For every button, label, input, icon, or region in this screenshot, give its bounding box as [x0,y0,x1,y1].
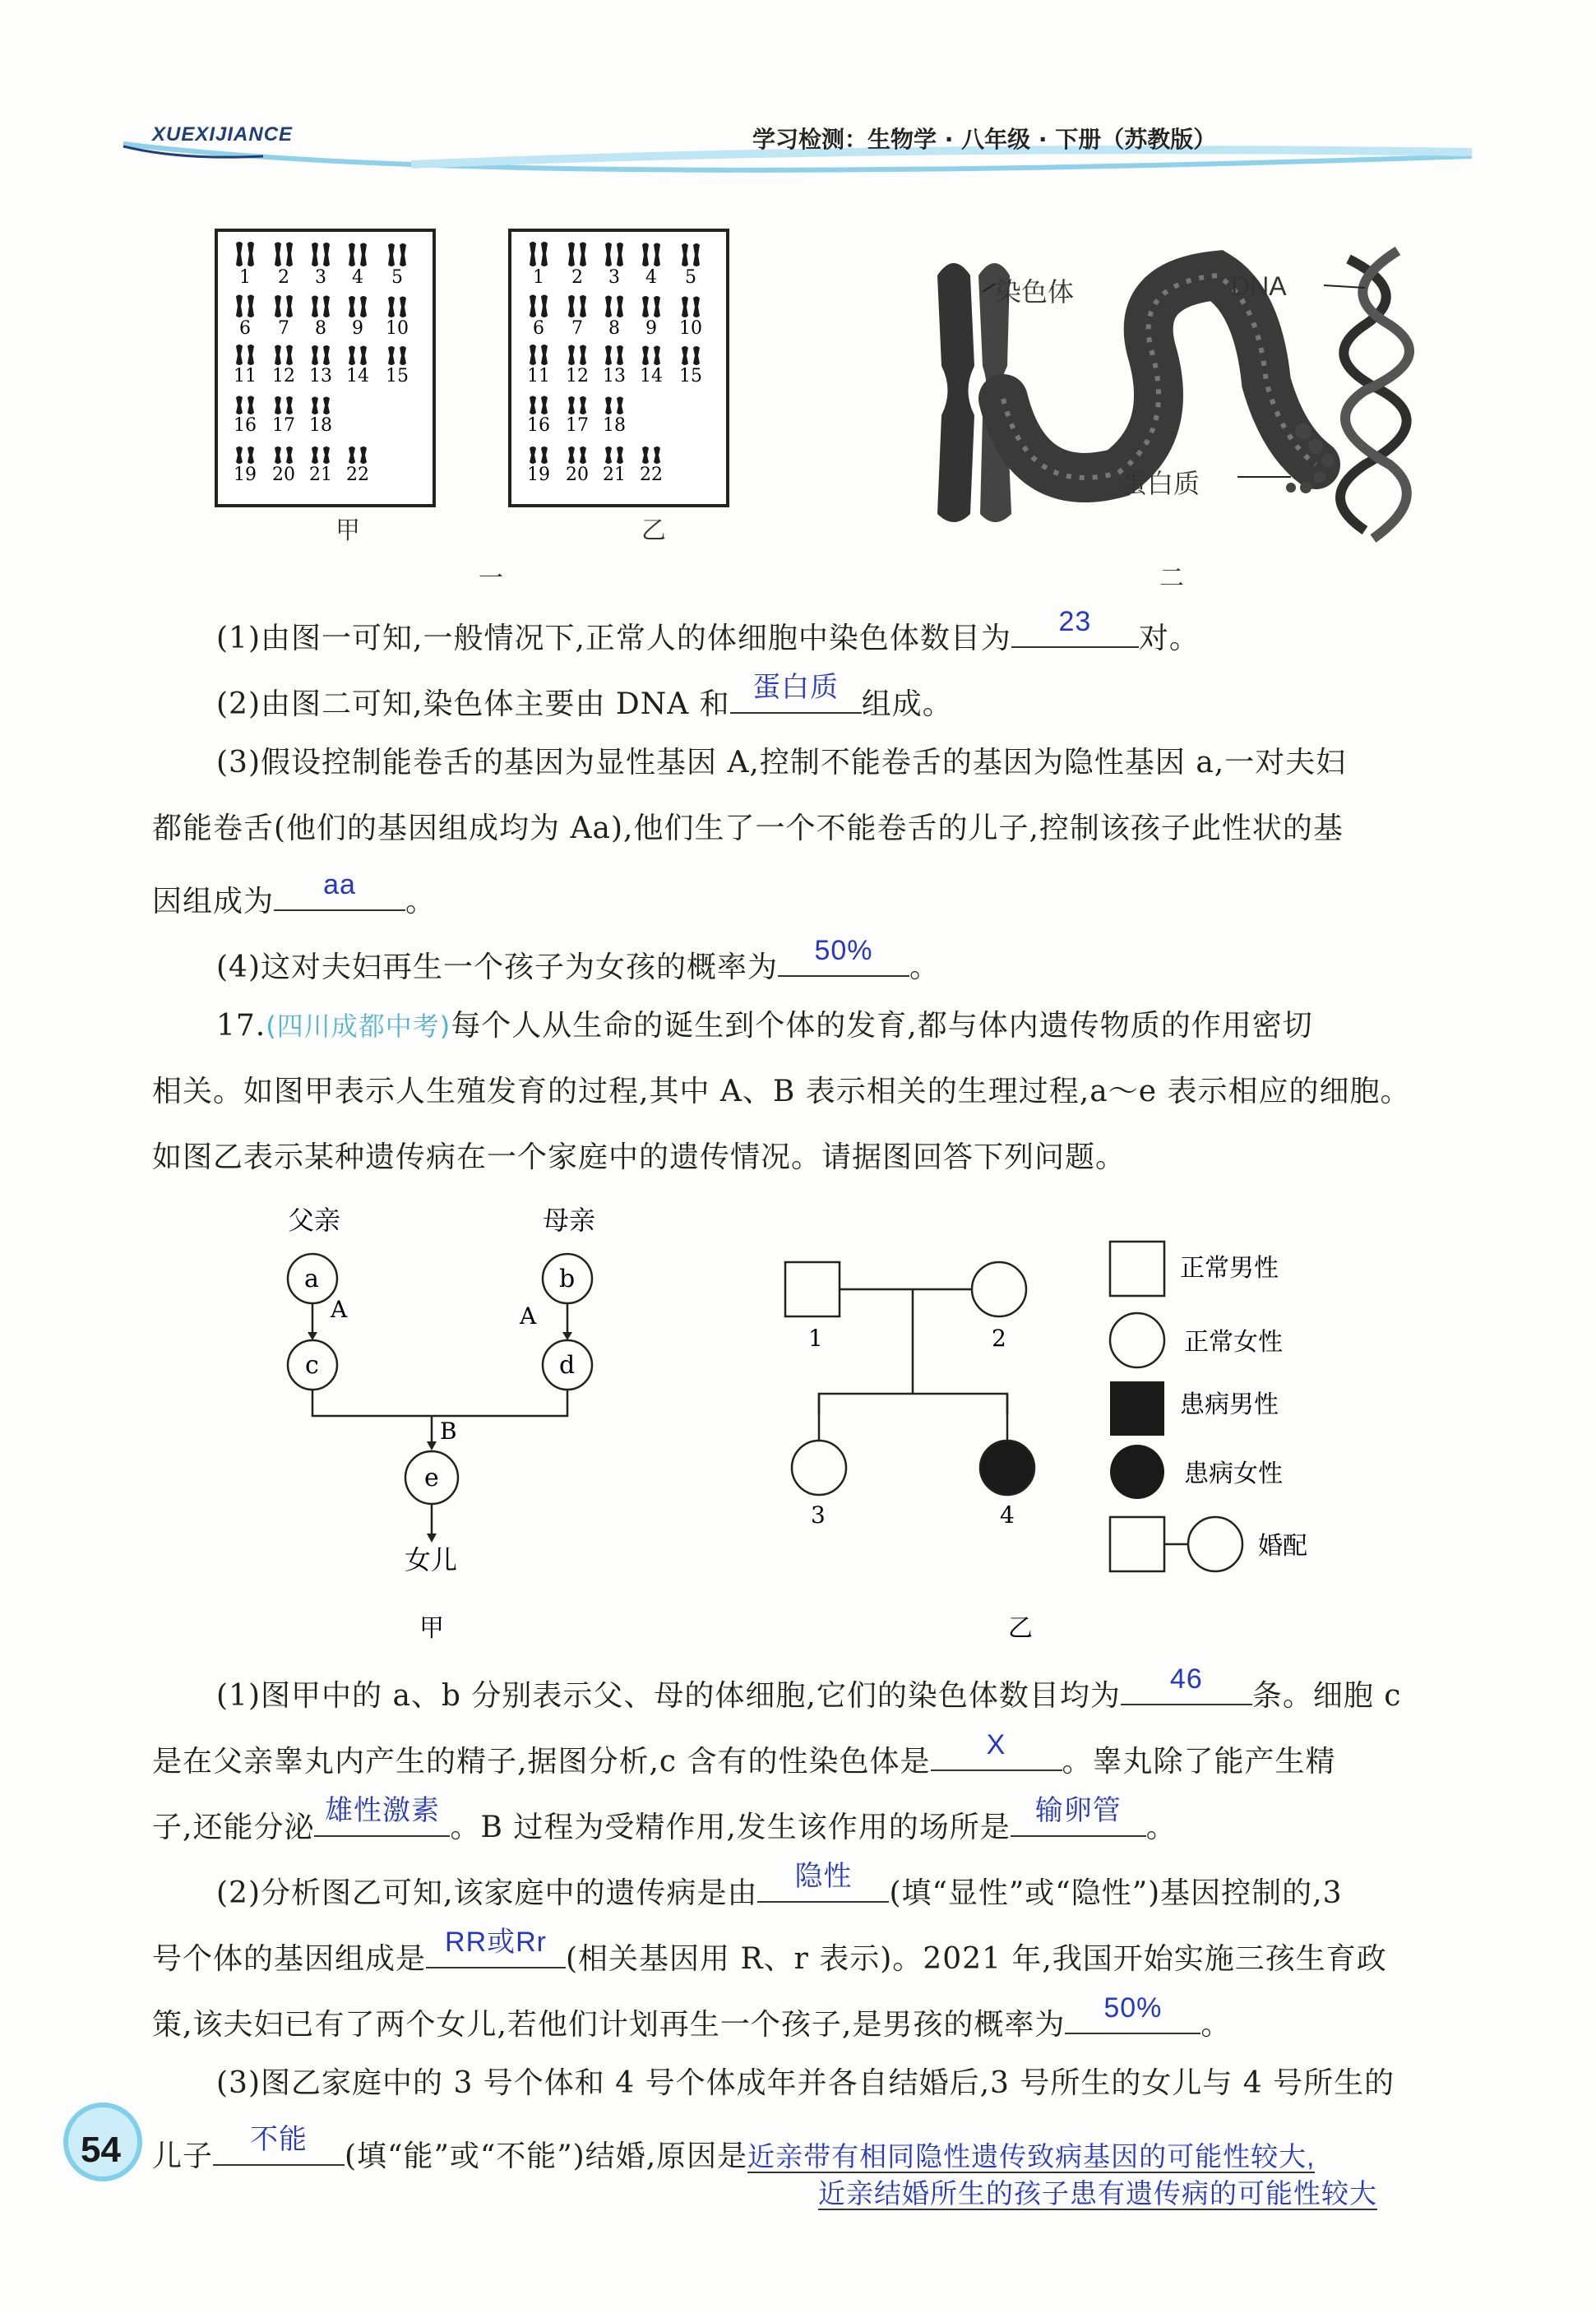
label-protein: 蛋白质 [1121,468,1200,499]
yi-pair-number: 17 [566,415,589,436]
q17-source: (四川成都中考) [266,1011,451,1042]
yi-pair-number: 20 [566,465,589,485]
q17-part1-line2: 是在父亲睾丸内产生的精子,据图分析,c 含有的性染色体是 X 。睾丸除了能产生精 [152,1737,1336,1780]
jia-pair-number: 6 [239,318,251,339]
q17-part3-line2: 儿子 不能 (填“能”或“不能”)结婚,原因是近亲带有相同隐性遗传致病基因的可能性较大, [152,2131,1315,2175]
legend-marriage: 婚配 [1258,1532,1307,1561]
q16-answer4-blank [778,935,909,977]
figure-yi-caption: 乙 [1008,1614,1033,1643]
cell-c: c [305,1351,319,1380]
q16-part3-line1: (3)假设控制能卷舌的基因为显性基因 A,控制不能卷舌的基因为隐性基因 a,一对夫妇 [216,746,1347,779]
q17-answer2-blank [931,1729,1062,1771]
karyotype-figure [210,222,785,567]
q17-answer1: 46 [1169,1663,1203,1695]
jia-pair-number: 16 [234,415,257,436]
q16-answer1: 23 [1058,606,1092,637]
q17-answer9: 近亲带有相同隐性遗传致病基因的可能性较大, [747,2141,1316,2172]
q17-answer3-blank [314,1795,450,1837]
q16-answer1-blank [1011,606,1139,648]
q17-part2-line2: 号个体的基因组成是 RR或Rr (相关基因用 R、r 表示)。2021 年,我国开始实施三孩生育政 [152,1934,1387,1978]
q17-intro-line3: 如图乙表示某种遗传病在一个家庭中的遗传情况。请据图回答下列问题。 [152,1140,1126,1174]
q16-part3-line2: 都能卷舌(他们的基因组成均为 Aa),他们生了一个不能卷舌的儿子,控制该孩子此性状的基 [152,812,1344,845]
q17-answer4-blank [1011,1795,1146,1837]
q17-answer7-blank [1065,1992,1200,2034]
q17-part3-line1: (3)图乙家庭中的 3 号个体和 4 号个体成年并各自结婚后,3 号所生的女儿与 4 号所生的 [216,2066,1395,2100]
cell-a: a [304,1265,319,1293]
individual-2: 2 [992,1325,1006,1352]
yi-pair-number: 21 [603,465,626,485]
running-title: 学习检测：生物学 · 八年级 · 下册（苏教版） [752,126,1217,153]
jia-pair-number: 4 [352,267,363,288]
legend-normal-male: 正常男性 [1180,1254,1279,1283]
figure-jia-caption: 甲 [419,1614,444,1643]
cell-b: b [559,1265,576,1293]
cell-d: d [559,1351,576,1380]
q16-answer3-blank [274,869,405,911]
jia-pair-number: 10 [386,318,409,339]
yi-pair-number: 4 [645,267,657,288]
page-number: 54 [81,2130,121,2170]
legend-normal-female: 正常女性 [1184,1328,1283,1357]
q16-part2: (2)由图二可知,染色体主要由 DNA 和 蛋白质 组成。 [216,679,953,723]
pedigree-legend [1110,1242,1307,1571]
individual-4: 4 [1000,1501,1015,1529]
q16-answer3: aa [323,869,356,900]
affected-female-4 [980,1441,1034,1495]
yi-pair-number: 5 [685,267,696,288]
process-a-left: A [331,1296,348,1323]
q17-part2-line3: 策,该夫妇已有了两个女儿,若他们计划再生一个孩子,是男孩的概率为 50% 。 [152,2000,1231,2043]
q17-answer3: 雄性激素 [324,1795,440,1826]
jia-pair-number: 20 [272,465,295,485]
jia-pair-number: 12 [272,366,295,386]
q16-part4: (4)这对夫妇再生一个孩子为女孩的概率为 50% 。 [216,942,940,986]
q17-answer8: 不能 [250,2124,308,2155]
karyotype-yi-label: 乙 [641,516,666,545]
jia-pair-number: 21 [309,465,332,485]
yi-pair-number: 11 [527,366,550,386]
jia-pair-number: 13 [309,366,332,386]
yi-pair-number: 8 [608,318,620,339]
q17-answer6-blank [426,1927,566,1968]
q17-number: 17. [216,1009,266,1043]
yi-pair-number: 15 [679,366,702,386]
jia-pair-number: 8 [315,318,326,339]
jia-pair-number: 5 [391,267,403,288]
jia-pair-number: 9 [352,318,363,339]
q17-answer9-continued: 近亲结婚所生的孩子患有遗传病的可能性较大 [818,2178,1377,2209]
figure-one-caption: 一 [479,564,503,593]
q17-answer6: RR或Rr [445,1927,547,1958]
q16-part1: (1)由图一可知,一般情况下,正常人的体细胞中染色体数目为 23 对。 [216,613,1200,657]
yi-pair-number: 7 [571,318,583,339]
jia-pair-number: 15 [386,366,409,386]
q16-answer2: 蛋白质 [752,672,840,703]
process-a-right: A [520,1302,537,1330]
q17-answer4: 输卵管 [1034,1795,1122,1826]
q16-part3-line3: 因组成为 aa 。 [152,877,436,920]
q17-answer7: 50% [1103,1992,1163,2024]
jia-pair-number: 14 [346,366,369,386]
reproduction-diagram [263,1200,641,1661]
legend-affected-male: 患病男性 [1180,1390,1279,1419]
q17-intro-line1: 17.(四川成都中考)每个人从生命的诞生到个体的发育,都与体内遗传物质的作用密切 [216,1009,1313,1043]
legend-affected-female: 患病女性 [1184,1460,1283,1488]
yi-pair-number: 16 [527,415,550,436]
daughter-label: 女儿 [405,1544,458,1575]
yi-pair-number: 6 [533,318,544,339]
q17-answer1-blank [1121,1663,1252,1705]
chromosome-shape [937,263,974,522]
karyotype-jia-label: 甲 [335,516,360,545]
yi-pair-number: 14 [640,366,663,386]
figure-two-caption: 二 [1159,564,1184,593]
yi-pair-number: 19 [527,465,550,485]
individual-3: 3 [811,1501,826,1529]
jia-pair-number: 17 [272,415,295,436]
yi-pair-number: 10 [679,318,702,339]
jia-pair-number: 7 [278,318,289,339]
process-b: B [440,1418,457,1445]
cell-e: e [424,1464,439,1492]
q17-answer2: X [986,1729,1006,1760]
yi-pair-number: 18 [603,415,626,436]
header-logo: XUEXIJIANCE [152,123,294,146]
q17-intro-line2: 相关。如图甲表示人生殖发育的过程,其中 A、B 表示相关的生理过程,a～e 表示相应的细胞。 [152,1075,1411,1108]
label-chromosome: 染色体 [995,276,1075,308]
pedigree-diagram [773,1225,1365,1653]
jia-pair-number: 22 [346,465,369,485]
q17-answer5-blank [757,1861,889,1903]
q17-answer5: 隐性 [794,1861,853,1892]
yi-pair-number: 3 [608,267,620,288]
mother-label: 母亲 [543,1205,596,1236]
yi-pair-number: 22 [640,465,663,485]
q16-answer4: 50% [814,935,873,966]
yi-pair-number: 9 [645,318,657,339]
dna-helix [1340,259,1407,530]
jia-pair-number: 18 [309,415,332,436]
q17-part1-line1: (1)图甲中的 a、b 分别表示父、母的体细胞,它们的染色体数目均为 46 条。细胞 c [216,1671,1401,1714]
yi-pair-number: 13 [603,366,626,386]
jia-pair-number: 3 [315,267,326,288]
label-dna: DNA [1231,271,1287,301]
father-label: 父亲 [288,1205,341,1236]
q17-part2-line1: (2)分析图乙可知,该家庭中的遗传病是由 隐性 (填“显性”或“隐性”)基因控制的,3 [216,1868,1343,1912]
q17-part1-line3: 子,还能分泌 雄性激素 。B 过程为受精作用,发生该作用的场所是 输卵管 。 [152,1802,1177,1846]
yi-pair-number: 2 [571,267,583,288]
yi-pair-number: 1 [533,267,544,288]
q16-answer2-blank [730,672,862,714]
individual-1: 1 [808,1325,823,1352]
yi-pair-number: 12 [566,366,589,386]
jia-pair-number: 11 [234,366,257,386]
jia-pair-number: 2 [278,267,289,288]
jia-pair-number: 1 [239,267,251,288]
q17-answer8-blank [213,2124,345,2166]
jia-pair-number: 19 [234,465,257,485]
